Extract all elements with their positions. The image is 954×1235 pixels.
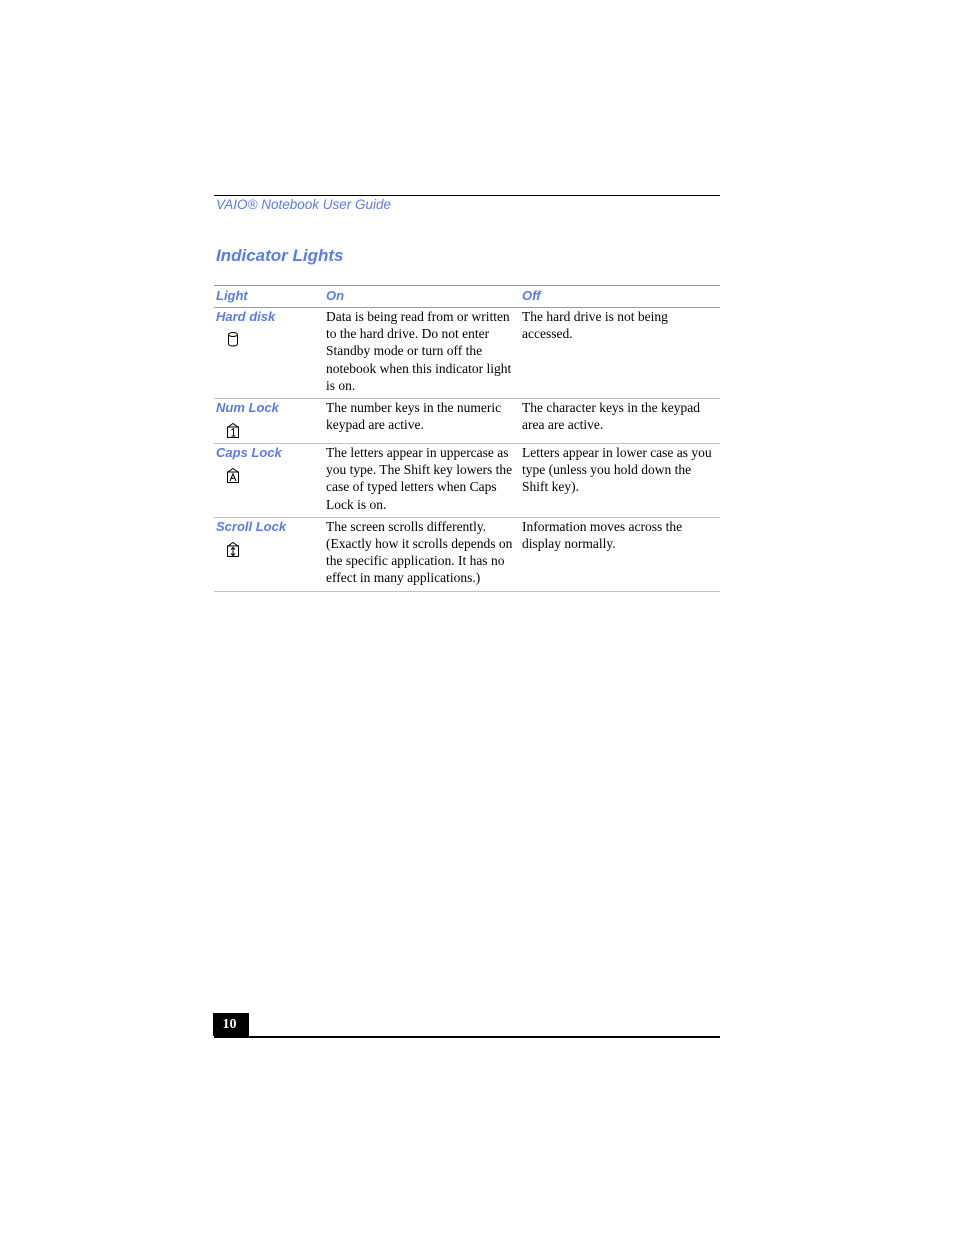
num-lock-icon — [226, 422, 240, 439]
hard-disk-icon — [226, 331, 240, 348]
page-number: 10 — [222, 1017, 237, 1032]
indicator-lights-table — [214, 285, 720, 592]
light-cell — [214, 308, 326, 399]
light-cell — [214, 517, 326, 591]
light-off-description: Letters appear in lower case as you type (unless you hold down the Shift key). — [522, 445, 712, 495]
light-off-description: The hard drive is not being accessed. — [522, 309, 668, 342]
footer-rule — [214, 1036, 720, 1038]
table-row — [214, 444, 720, 518]
section-title: Indicator Lights — [216, 246, 344, 265]
table-header-row — [214, 286, 720, 308]
light-name: Hard disk — [216, 309, 276, 324]
light-cell — [214, 399, 326, 444]
table-row — [214, 308, 720, 399]
running-header: VAIO® Notebook User Guide — [216, 197, 392, 212]
light-name: Scroll Lock — [216, 518, 287, 534]
caps-lock-icon — [226, 467, 240, 484]
light-name: Caps Lock — [216, 445, 282, 461]
light-off-description: Information moves across the display normally. — [522, 518, 683, 552]
column-header-light: Light — [216, 288, 248, 303]
light-off-description: The character keys in the keypad area are active. — [522, 400, 701, 433]
scroll-lock-icon — [226, 541, 240, 558]
light-on-description: The screen scrolls differently. (Exactly how it scrolls depends on the specific application. It has no effect in many applications.) — [326, 518, 513, 586]
column-header-on: On — [326, 288, 345, 303]
light-cell — [214, 444, 326, 518]
column-header-off: Off — [522, 288, 541, 303]
header-rule — [214, 195, 720, 196]
light-on-description: The number keys in the numeric keypad are active. — [326, 400, 502, 433]
light-on-description: The letters appear in uppercase as you type. The Shift key lowers the case of typed letters when Caps Lock is on. — [326, 445, 513, 512]
table-row — [214, 517, 720, 591]
light-name: Num Lock — [216, 400, 279, 416]
page-number-box — [213, 1013, 249, 1036]
light-on-description: Data is being read from or written to the hard drive. Do not enter Standby mode or turn off the notebook when this indicator light is on. — [326, 309, 512, 393]
table-row — [214, 399, 720, 444]
